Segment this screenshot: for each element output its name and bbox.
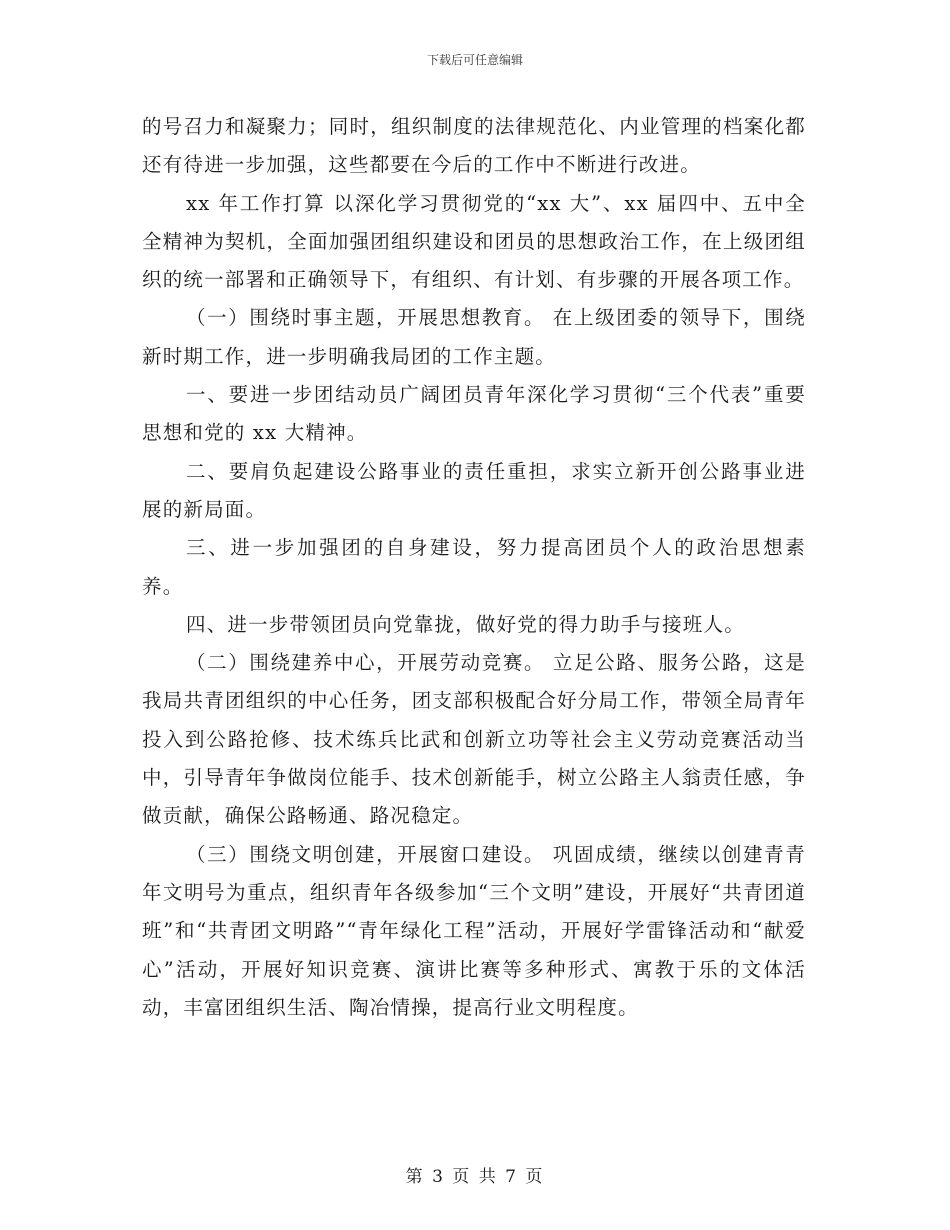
paragraph-6: 三、进一步加强团的自身建设，努力提高团员个人的政治思想素养。: [142, 536, 806, 598]
paragraph-2: xx 年工作打算 以深化学习贯彻党的“xx 大”、xx 届四中、五中全全精神为契机，全面加强团组织建设和团员的思想政治工作，在上级团组织的统一部署和正确领导下，有组织、有计划、有步骤的开展各项工作。: [142, 191, 806, 292]
paragraph-1: 的号召力和凝聚力；同时，组织制度的法律规范化、内业管理的档案化都还有待进一步加强，这些都要在今后的工作中不断进行改进。: [142, 115, 806, 177]
paragraph-3: （一）围绕时事主题，开展思想教育。 在上级团委的领导下，围绕新时期工作，进一步明确我局团的工作主题。: [142, 306, 806, 368]
paragraph-9: （三）围绕文明创建，开展窗口建设。 巩固成绩，继续以创建青青年文明号为重点，组织青年各级参加“三个文明”建设，开展好“共青团道班”和“共青团文明路”“青年绿化工程”活动，开展好学雷锋活动和“献爱心”活动，开展好知识竞赛、演讲比赛等多种形式、寓教于乐的文体活动，丰富团组织生活、陶冶情操，提高行业文明程度。: [142, 842, 806, 1019]
page-footer: 第 3 页 共 7 页: [405, 1167, 545, 1187]
paragraph-8: （二）围绕建养中心，开展劳动竞赛。 立足公路、服务公路，这是我局共青团组织的中心任务，团支部积极配合好分局工作，带领全局青年投入到公路抢修、技术练兵比武和创新立功等社会主义劳动竞赛活动当中，引导青年争做岗位能手、技术创新能手，树立公路主人翁责任感，争做贡献，确保公路畅通、路况稳定。: [142, 651, 806, 828]
paragraph-5: 二、要肩负起建设公路事业的责任重担，求实立新开创公路事业进展的新局面。: [142, 459, 806, 521]
page-header: 下载后可任意编辑: [426, 53, 523, 67]
document-body: [142, 108, 806, 1027]
paragraph-7: 四、进一步带领团员向党靠拢，做好党的得力助手与接班人。: [186, 612, 745, 636]
paragraph-4: 一、要进一步团结动员广阔团员青年深化学习贯彻“三个代表”重要思想和党的 xx 大精神。: [142, 383, 806, 445]
